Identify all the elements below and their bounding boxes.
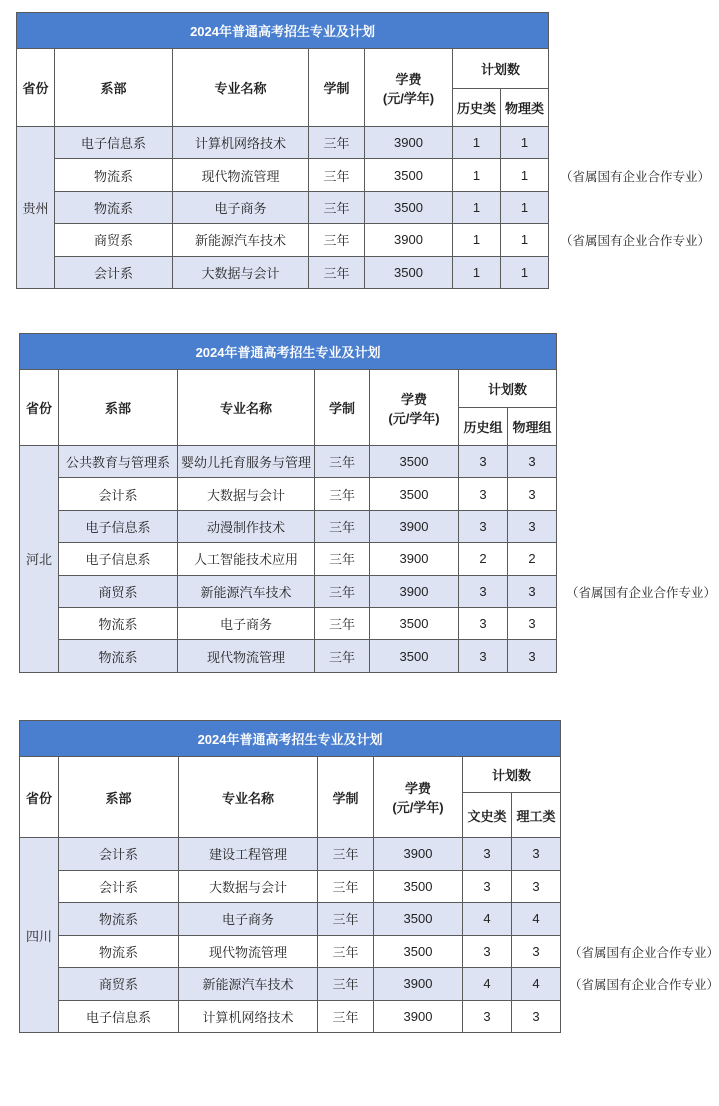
table-row [20,838,561,871]
duration-cell: 三年 [318,968,374,1001]
major-cell: 动漫制作技术 [178,510,315,542]
major-cell: 计算机网络技术 [173,127,309,159]
major-cell: 建设工程管理 [179,838,318,871]
table-row [17,127,549,159]
header-province: 省份 [20,370,59,446]
province-cell: 河北 [20,446,59,673]
plan-b-cell: 1 [501,127,549,159]
major-cell: 电子商务 [178,607,315,639]
header-duration: 学制 [318,757,374,838]
table-row [20,543,557,575]
dept-cell: 会计系 [55,256,173,288]
major-cell: 电子商务 [173,191,309,223]
major-cell: 新能源汽车技术 [178,575,315,607]
header-plan: 计划数 [453,49,549,89]
major-cell: 大数据与会计 [179,870,318,903]
table-title: 2024年普通高考招生专业及计划 [20,334,557,370]
fee-cell: 3500 [374,870,463,903]
major-cell: 计算机网络技术 [179,1000,318,1033]
plan-b-cell: 3 [512,935,561,968]
major-cell: 人工智能技术应用 [178,543,315,575]
dept-cell: 商贸系 [59,968,179,1001]
plan-a-cell: 3 [459,607,508,639]
dept-cell: 物流系 [59,903,179,936]
major-cell: 大数据与会计 [173,256,309,288]
major-cell: 现代物流管理 [179,935,318,968]
plan-a-cell: 3 [459,510,508,542]
dept-cell: 会计系 [59,870,179,903]
plan-a-cell: 4 [463,903,512,936]
major-cell: 现代物流管理 [173,159,309,191]
dept-cell: 物流系 [59,607,178,639]
header-duration: 学制 [315,370,370,446]
plan-a-cell: 3 [459,575,508,607]
cooperation-note: （省属国有企业合作专业） [560,234,711,249]
plan-table [16,12,549,289]
major-cell: 新能源汽车技术 [179,968,318,1001]
duration-cell: 三年 [309,224,365,256]
dept-cell: 电子信息系 [55,127,173,159]
header-tuition-line2: (元/学年) [388,410,440,426]
table-row [20,935,561,968]
header-tuition-line1: 学费 [395,71,422,87]
header-duration: 学制 [309,49,365,127]
table-row [20,1000,561,1033]
dept-cell: 商贸系 [55,224,173,256]
plan-b-cell: 3 [508,640,557,672]
dept-cell: 商贸系 [59,575,178,607]
duration-cell: 三年 [315,640,370,672]
header-dept: 系部 [59,370,178,446]
dept-cell: 电子信息系 [59,543,178,575]
major-cell: 婴幼儿托育服务与管理 [178,446,315,478]
fee-cell: 3500 [370,607,459,639]
plan-table [19,720,561,1033]
plan-a-cell: 1 [453,159,501,191]
plan-b-cell: 3 [512,870,561,903]
dept-cell: 会计系 [59,478,178,510]
plan-a-cell: 3 [459,640,508,672]
dept-cell: 电子信息系 [59,1000,179,1033]
duration-cell: 三年 [318,903,374,936]
plan-b-cell: 3 [512,838,561,871]
header-province: 省份 [20,757,59,838]
major-cell: 新能源汽车技术 [173,224,309,256]
fee-cell: 3500 [370,446,459,478]
header-plan-sub-b: 物理类 [501,89,549,127]
dept-cell: 物流系 [55,159,173,191]
plan-a-cell: 3 [459,446,508,478]
plan-a-cell: 2 [459,543,508,575]
duration-cell: 三年 [315,543,370,575]
cooperation-note: （省属国有企业合作专业） [566,585,717,600]
header-plan: 计划数 [459,370,557,408]
province-cell: 四川 [20,838,59,1033]
plan-table-block [19,333,557,673]
cooperation-note: （省属国有企业合作专业） [560,169,711,184]
plan-b-cell: 3 [512,1000,561,1033]
plan-table-block [19,720,561,1033]
plan-a-cell: 3 [463,935,512,968]
duration-cell: 三年 [318,1000,374,1033]
plan-a-cell: 3 [463,838,512,871]
duration-cell: 三年 [315,510,370,542]
plan-b-cell: 3 [508,607,557,639]
header-tuition-line1: 学费 [400,391,427,407]
plan-a-cell: 1 [453,256,501,288]
dept-cell: 物流系 [59,640,178,672]
plan-a-cell: 1 [453,127,501,159]
table-row [17,191,549,223]
table-row [17,159,549,191]
plan-b-cell: 4 [512,903,561,936]
fee-cell: 3500 [374,903,463,936]
major-cell: 现代物流管理 [178,640,315,672]
fee-cell: 3900 [374,1000,463,1033]
dept-cell: 会计系 [59,838,179,871]
plan-table [19,333,557,673]
duration-cell: 三年 [309,159,365,191]
table-row [20,968,561,1001]
duration-cell: 三年 [315,446,370,478]
table-row [20,870,561,903]
plan-a-cell: 3 [463,870,512,903]
header-tuition [374,757,463,838]
plan-b-cell: 1 [501,159,549,191]
duration-cell: 三年 [309,191,365,223]
header-province: 省份 [17,49,55,127]
header-dept: 系部 [55,49,173,127]
table-title: 2024年普通高考招生专业及计划 [20,721,561,757]
header-major: 专业名称 [178,370,315,446]
header-tuition-line1: 学费 [404,781,431,796]
fee-cell: 3500 [365,256,453,288]
header-plan-sub-b: 理工类 [512,793,561,838]
table-row [20,446,557,478]
plan-a-cell: 1 [453,191,501,223]
table-row [20,607,557,639]
table-title: 2024年普通高考招生专业及计划 [17,13,549,49]
header-tuition [365,49,453,127]
fee-cell: 3900 [374,968,463,1001]
major-cell: 大数据与会计 [178,478,315,510]
dept-cell: 电子信息系 [59,510,178,542]
dept-cell: 物流系 [55,191,173,223]
header-plan-sub-a: 文史类 [463,793,512,838]
table-row [20,510,557,542]
plan-b-cell: 2 [508,543,557,575]
fee-cell: 3500 [365,191,453,223]
plan-b-cell: 1 [501,224,549,256]
header-major: 专业名称 [173,49,309,127]
dept-cell: 物流系 [59,935,179,968]
plan-a-cell: 3 [463,1000,512,1033]
header-tuition-line2: (元/学年) [392,800,444,815]
header-plan-sub-a: 历史组 [459,408,508,446]
header-major: 专业名称 [179,757,318,838]
plan-b-cell: 3 [508,478,557,510]
duration-cell: 三年 [318,935,374,968]
plan-b-cell: 1 [501,256,549,288]
duration-cell: 三年 [309,256,365,288]
plan-a-cell: 4 [463,968,512,1001]
fee-cell: 3900 [370,510,459,542]
table-row [20,478,557,510]
plan-b-cell: 3 [508,575,557,607]
province-cell: 贵州 [17,127,55,289]
fee-cell: 3900 [370,543,459,575]
cooperation-note: （省属国有企业合作专业） [569,945,719,960]
plan-a-cell: 1 [453,224,501,256]
fee-cell: 3500 [370,640,459,672]
table-row [20,640,557,672]
duration-cell: 三年 [315,607,370,639]
fee-cell: 3900 [365,127,453,159]
cooperation-note: （省属国有企业合作专业） [569,978,719,993]
table-row [20,903,561,936]
duration-cell: 三年 [315,478,370,510]
fee-cell: 3500 [370,478,459,510]
table-row [17,256,549,288]
plan-a-cell: 3 [459,478,508,510]
plan-b-cell: 3 [508,510,557,542]
dept-cell: 公共教育与管理系 [59,446,178,478]
duration-cell: 三年 [318,870,374,903]
duration-cell: 三年 [315,575,370,607]
fee-cell: 3500 [365,159,453,191]
table-row [20,575,557,607]
header-plan-sub-b: 物理组 [508,408,557,446]
plan-b-cell: 3 [508,446,557,478]
table-row [17,224,549,256]
duration-cell: 三年 [309,127,365,159]
fee-cell: 3900 [365,224,453,256]
header-tuition-line2: (元/学年) [382,90,435,106]
header-plan-sub-a: 历史类 [453,89,501,127]
header-dept: 系部 [59,757,179,838]
header-plan: 计划数 [463,757,561,793]
header-tuition [370,370,459,446]
fee-cell: 3500 [374,935,463,968]
duration-cell: 三年 [318,838,374,871]
fee-cell: 3900 [374,838,463,871]
major-cell: 电子商务 [179,903,318,936]
fee-cell: 3900 [370,575,459,607]
plan-b-cell: 1 [501,191,549,223]
plan-table-block [16,12,549,289]
plan-b-cell: 4 [512,968,561,1001]
